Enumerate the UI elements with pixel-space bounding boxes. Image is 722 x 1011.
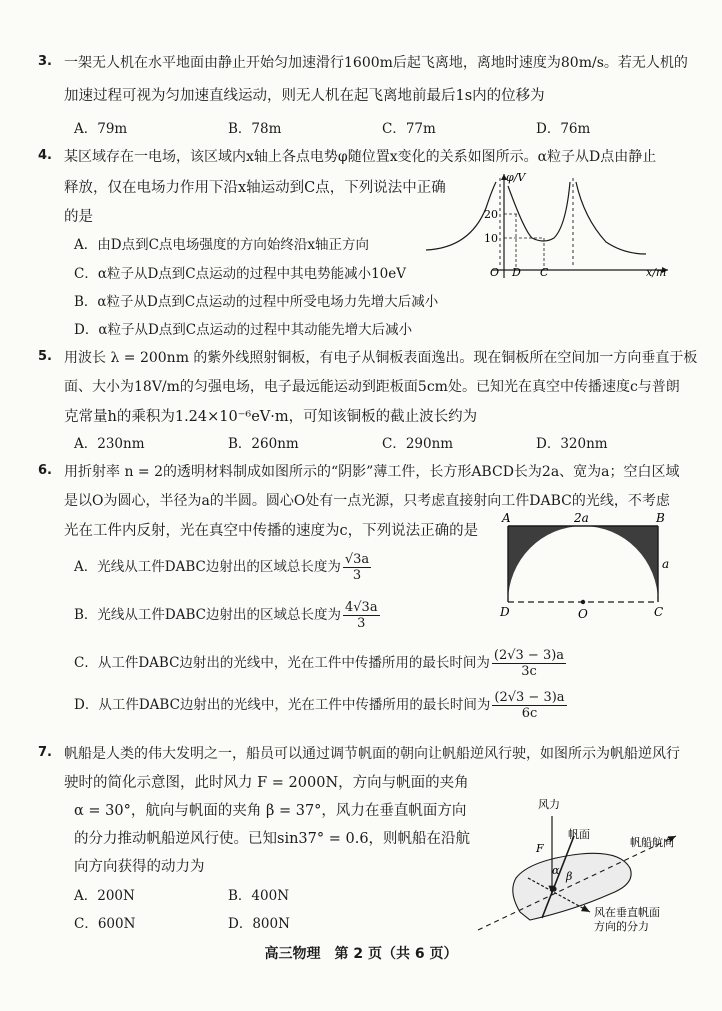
- question-text-line: 加速过程可视为匀加速直线运动，则无人机在起飞离地前最后1s内的位移为: [64, 88, 545, 104]
- question-text-line: 面、大小为18V/m的匀强电场，电子最远能运动到距板面5cm处。已知光在真空中传播速度c与普朗: [64, 379, 680, 395]
- question-text-line: 驶时的简化示意图，此时风力 F = 2000N，方向与帆面的夹角: [64, 775, 469, 791]
- question-number: 4.: [38, 148, 52, 163]
- label-d: D: [500, 605, 510, 619]
- point-c-label: C: [540, 266, 549, 279]
- question-text-line: 一架无人机在水平地面由静止开始匀加速滑行1600m后起飞离地，离地时速度为80m/s。若无人机的: [64, 55, 688, 71]
- fraction: $\frac{(2√3 - 3)a}{3c}$: [493, 648, 565, 679]
- option-d[interactable]: D．800N: [228, 916, 290, 932]
- question-text-line: 某区域存在一电场，该区域内x轴上各点电势φ随位置x变化的关系如图所示。α粒子从D点由静止: [64, 149, 657, 165]
- label-c: C: [654, 605, 664, 619]
- force-f-label: F: [536, 842, 544, 855]
- y-tick-20: 20: [484, 208, 498, 221]
- option-a[interactable]: A．光线从工件DABC边射出的区域总长度为 $\frac{√3a}{3}$: [74, 552, 370, 583]
- option-c[interactable]: C．77m: [382, 121, 436, 137]
- question-text-line: 克常量h的乘积为1.24×10⁻⁶eV·m，可知该铜板的截止波长约为: [64, 409, 478, 425]
- alpha-label: α: [552, 864, 560, 877]
- label-a: A: [502, 511, 511, 525]
- option-c[interactable]: C．α粒子从D点到C点运动的过程中其电势能减小10eV: [74, 266, 407, 282]
- question-text-line: 释放，仅在电场力作用下沿x轴运动到C点，下列说法中正确: [64, 180, 446, 196]
- option-c[interactable]: C．从工件DABC边射出的光线中，光在工件中传播所用的最长时间为 $\frac{(2√3 - 3)a}{3c}$: [74, 648, 565, 679]
- question-text-line: 的是: [64, 209, 93, 225]
- x-axis-label: x/m: [646, 266, 667, 279]
- point-d-label: D: [512, 266, 521, 279]
- question-text-line: 用波长 λ = 200nm 的紫外线照射铜板，有电子从铜板表面逸出。现在铜板所在空间加一方向垂直于板: [64, 350, 698, 366]
- option-a[interactable]: A．由D点到C点电场强度的方向始终沿x轴正方向: [74, 237, 370, 253]
- option-b[interactable]: B．光线从工件DABC边射出的区域总长度为 $\frac{4√3a}{3}$: [74, 600, 378, 631]
- option-b[interactable]: B．260nm: [228, 436, 299, 452]
- question-text-line: 的分力推动帆船逆风行使。已知sin37° = 0.6，则帆船在沿航: [74, 831, 471, 847]
- option-b[interactable]: B．400N: [228, 888, 290, 904]
- question-number: 3.: [38, 54, 52, 69]
- question-text-line: 光在工件内反射，光在真空中传播的速度为c，下列说法正确的是: [64, 523, 479, 539]
- option-c[interactable]: C．290nm: [382, 436, 454, 452]
- shaded-region: [508, 526, 658, 602]
- center-point: [581, 600, 585, 604]
- perp-label-2: 方向的分力: [594, 920, 649, 933]
- perp-label-1: 风在垂直帆面: [594, 906, 660, 919]
- fraction: $\frac{√3a}{3}$: [344, 552, 370, 583]
- option-d[interactable]: D．320nm: [536, 436, 608, 452]
- option-d[interactable]: D．76m: [536, 121, 591, 137]
- option-a[interactable]: A．230nm: [74, 436, 145, 452]
- label-o: O: [578, 607, 588, 621]
- label-top-length: 2a: [574, 511, 589, 525]
- force-point: [551, 886, 556, 891]
- question-number: 6.: [38, 463, 52, 478]
- beta-label: β: [566, 870, 573, 883]
- question-number: 5.: [38, 349, 52, 364]
- question-text-line: 帆船是人类的伟大发明之一，船员可以通过调节帆面的朝向让帆船逆风行驶，如图所示为帆船逆风行: [64, 746, 680, 762]
- fraction: $\frac{4√3a}{3}$: [345, 600, 378, 631]
- label-side-length: a: [662, 557, 670, 571]
- option-b[interactable]: B．α粒子从D点到C点运动的过程中所受电场力先增大后减小: [74, 294, 439, 310]
- question-text-line: 向方向获得的动力为: [74, 859, 205, 875]
- sailboat-figure: [470, 794, 706, 944]
- fraction: $\frac{(2√3 - 3)a}{6c}$: [494, 690, 565, 721]
- y-tick-10: 10: [484, 232, 498, 245]
- sail-label: 帆面: [568, 828, 590, 841]
- potential-graph: [420, 168, 672, 280]
- option-b[interactable]: B．78m: [228, 121, 282, 137]
- question-text-line: 是以O为圆心，半径为a的半圆。圆心O处有一点光源，只考虑直接射向工件DABC的光线，不考虑: [64, 493, 670, 509]
- option-c[interactable]: C．600N: [74, 916, 136, 932]
- option-d[interactable]: D．从工件DABC边射出的光线中，光在工件中传播所用的最长时间为 $\frac{(2√3 - 3)a}{6c}$: [74, 690, 565, 721]
- question-text-line: 用折射率 n = 2的透明材料制成如图所示的“阴影”薄工件，长方形ABCD长为2a、宽为a；空白区域: [64, 464, 680, 480]
- middle-curve: [508, 182, 570, 241]
- right-curve: [576, 182, 646, 254]
- question-number: 7.: [38, 745, 52, 760]
- heading-label: 帆船航向: [630, 836, 674, 849]
- option-a[interactable]: A．79m: [74, 121, 128, 137]
- question-text-line: α = 30°，航向与帆面的夹角 β = 37°，风力在垂直帆面方向: [74, 803, 467, 819]
- label-b: B: [656, 511, 665, 525]
- page-footer: 高三物理 第 2 页（共 6 页）: [264, 946, 458, 962]
- option-a[interactable]: A．200N: [74, 888, 135, 904]
- option-d[interactable]: D．α粒子从D点到C点运动的过程中其动能先增大后减小: [74, 322, 413, 338]
- workpiece-figure: [494, 506, 684, 622]
- origin-label: O: [490, 266, 500, 279]
- y-axis-label: φ/V: [506, 171, 526, 184]
- wind-label: 风力: [538, 798, 560, 811]
